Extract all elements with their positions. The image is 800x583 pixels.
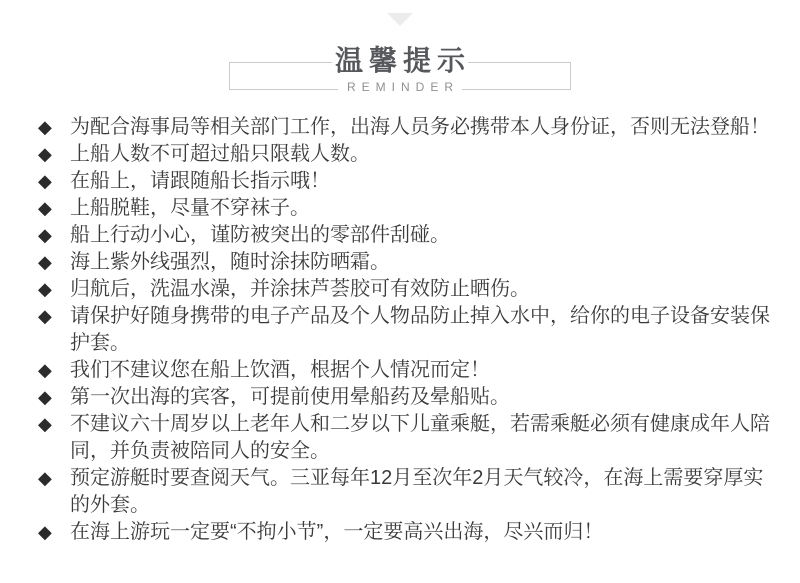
- list-item: [38, 276, 770, 303]
- list-item: [38, 168, 770, 195]
- list-item-text: 我们不建议您在船上饮酒，根据个人情况而定！: [70, 359, 490, 381]
- list-item-text: 第一次出海的宾客，可提前使用晕船药及晕船贴。: [70, 386, 510, 408]
- list-item-text: 为配合海事局等相关部门工作，出海人员务必携带本人身份证，否则无法登船！: [70, 116, 770, 138]
- down-triangle-icon: [387, 13, 413, 26]
- diamond-bullet-icon: ◆: [38, 198, 52, 218]
- diamond-bullet-icon: ◆: [38, 171, 52, 191]
- list-item-text: 在船上，请跟随船长指示哦！: [70, 170, 330, 192]
- header: [0, 0, 800, 104]
- diamond-bullet-icon: ◆: [38, 117, 52, 137]
- page-subtitle: REMINDER: [346, 80, 459, 94]
- list-item-text: 不建议六十周岁以上老年人和二岁以下儿童乘艇，若需乘艇必须有健康成年人陪同，并负责被陪同人的安全。: [70, 413, 770, 462]
- list-item-text: 在海上游玩一定要“不拘小节”，一定要高兴出海，尽兴而归！: [70, 521, 604, 543]
- diamond-bullet-icon: ◆: [38, 252, 52, 272]
- list-item-text: 请保护好随身携带的电子产品及个人物品防止掉入水中，给你的电子设备安装保护套。: [70, 305, 770, 354]
- list-item-text: 上船人数不可超过船只限载人数。: [70, 143, 370, 165]
- diamond-bullet-icon: ◆: [38, 279, 52, 299]
- page-title: 温馨提示: [334, 45, 471, 76]
- list-item: [38, 195, 770, 222]
- diamond-bullet-icon: ◆: [38, 306, 52, 326]
- list-item: [38, 303, 770, 357]
- reminder-list: [38, 114, 770, 546]
- list-item: [38, 411, 770, 465]
- diamond-bullet-icon: ◆: [38, 387, 52, 407]
- diamond-bullet-icon: ◆: [38, 414, 52, 434]
- list-item: [38, 249, 770, 276]
- diamond-bullet-icon: ◆: [38, 468, 52, 488]
- diamond-bullet-icon: ◆: [38, 144, 52, 164]
- list-item: [38, 384, 770, 411]
- list-item-text: 预定游艇时要查阅天气。三亚每年12月至次年2月天气较冷，在海上需要穿厚实的外套。: [70, 467, 764, 516]
- diamond-bullet-icon: ◆: [38, 360, 52, 380]
- list-item: [38, 141, 770, 168]
- list-item: [38, 519, 770, 546]
- list-item: [38, 465, 770, 519]
- list-item-text: 上船脱鞋，尽量不穿袜子。: [70, 197, 310, 219]
- list-item: [38, 222, 770, 249]
- diamond-bullet-icon: ◆: [38, 522, 52, 542]
- list-item-text: 海上紫外线强烈，随时涂抹防晒霜。: [70, 251, 390, 273]
- diamond-bullet-icon: ◆: [38, 225, 52, 245]
- list-item-text: 船上行动小心，谨防被突出的零部件刮碰。: [70, 224, 450, 246]
- list-item: [38, 357, 770, 384]
- list-item: [38, 114, 770, 141]
- list-item-text: 归航后，洗温水澡，并涂抹芦荟胶可有效防止晒伤。: [70, 278, 530, 300]
